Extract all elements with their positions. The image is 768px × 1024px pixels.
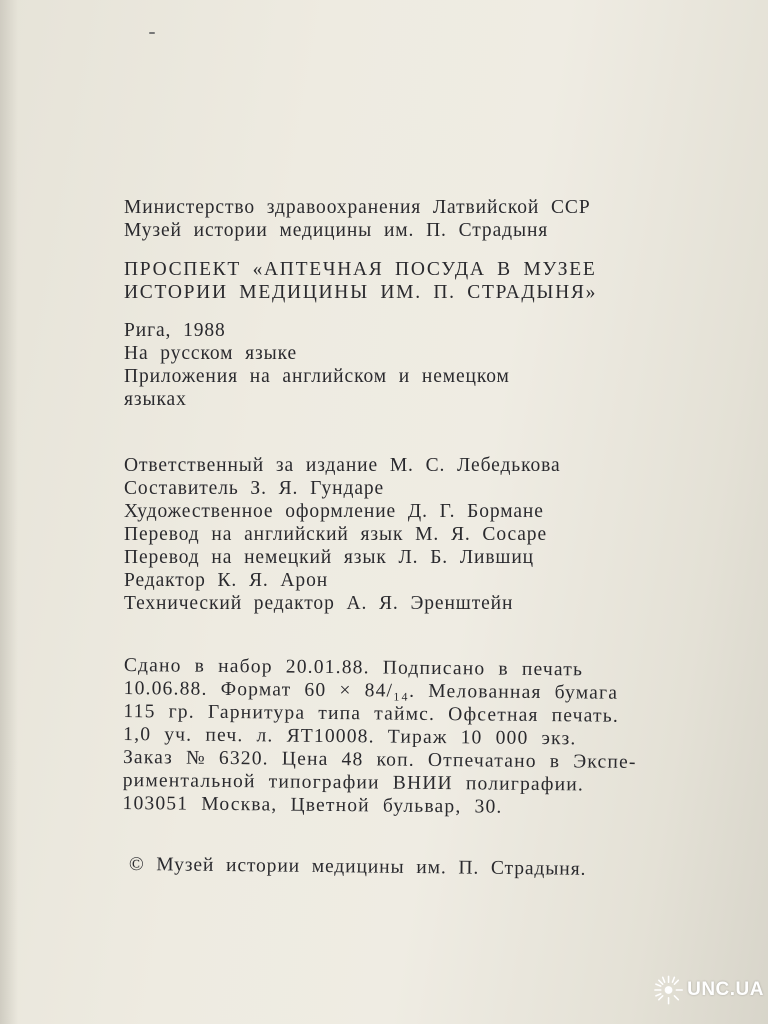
title-line: ПРОСПЕКТ «АПТЕЧНАЯ ПОСУДА В МУЗЕЕ [124, 259, 597, 280]
imprint-line: риментальной типографии ВНИИ полиграфии. [122, 769, 585, 796]
credit-line: Технический редактор А. Я. Эренштейн [124, 593, 514, 614]
imprint-line: 10.06.88. Формат 60 × 84/₁₄. Мелованная бумага [123, 677, 619, 704]
title-line: ИСТОРИИ МЕДИЦИНЫ ИМ. П. СТРАДЫНЯ» [124, 282, 598, 303]
imprint-block [122, 654, 724, 821]
watermark-text: UNC.UA [687, 979, 764, 1000]
publication-line: На русском языке [124, 343, 298, 364]
publication-line: Приложения на английском и немецком [124, 366, 510, 387]
imprint-line: Заказ № 6320. Цена 48 коп. Отпечатано в Экспе- [122, 746, 637, 773]
credit-line: Редактор К. Я. Арон [124, 570, 329, 591]
copyright-line: © Музей истории медицины им. П. Страдыня. [128, 853, 587, 880]
credit-line: Составитель З. Я. Гундаре [124, 478, 385, 499]
credit-line: Художественное оформление Д. Г. Бормане [124, 501, 544, 522]
ministry-header [124, 196, 724, 242]
credit-line: Перевод на английский язык М. Я. Сосаре [124, 524, 548, 545]
copyright-notice [129, 853, 729, 882]
publication-info [124, 319, 724, 411]
publication-line: языках [124, 389, 187, 410]
page-left-shadow [0, 0, 18, 1024]
publication-line: Рига, 1988 [124, 320, 226, 341]
imprint-line: 103051 Москва, Цветной бульвар, 30. [122, 792, 503, 818]
credit-line: Перевод на немецкий язык Л. Б. Лившиц [124, 547, 535, 568]
imprint-line: 115 гр. Гарнитура типа таймс. Офсетная печать. [123, 700, 620, 727]
watermark [652, 968, 764, 1012]
imprint-line: 1,0 уч. печ. л. ЯТ10008. Тираж 10 000 экз. [123, 723, 577, 750]
paper-speck [149, 32, 155, 34]
imprint-line: Сдано в набор 20.01.88. Подписано в печать [123, 654, 584, 681]
sun-burst-icon [652, 973, 685, 1007]
header-line: Музей истории медицины им. П. Страдыня [124, 220, 549, 241]
document-title [124, 258, 724, 304]
header-line: Министерство здравоохранения Латвийской ССР [124, 197, 591, 218]
credits-list [124, 454, 724, 615]
credit-line: Ответственный за издание М. С. Лебедькова [124, 455, 561, 476]
